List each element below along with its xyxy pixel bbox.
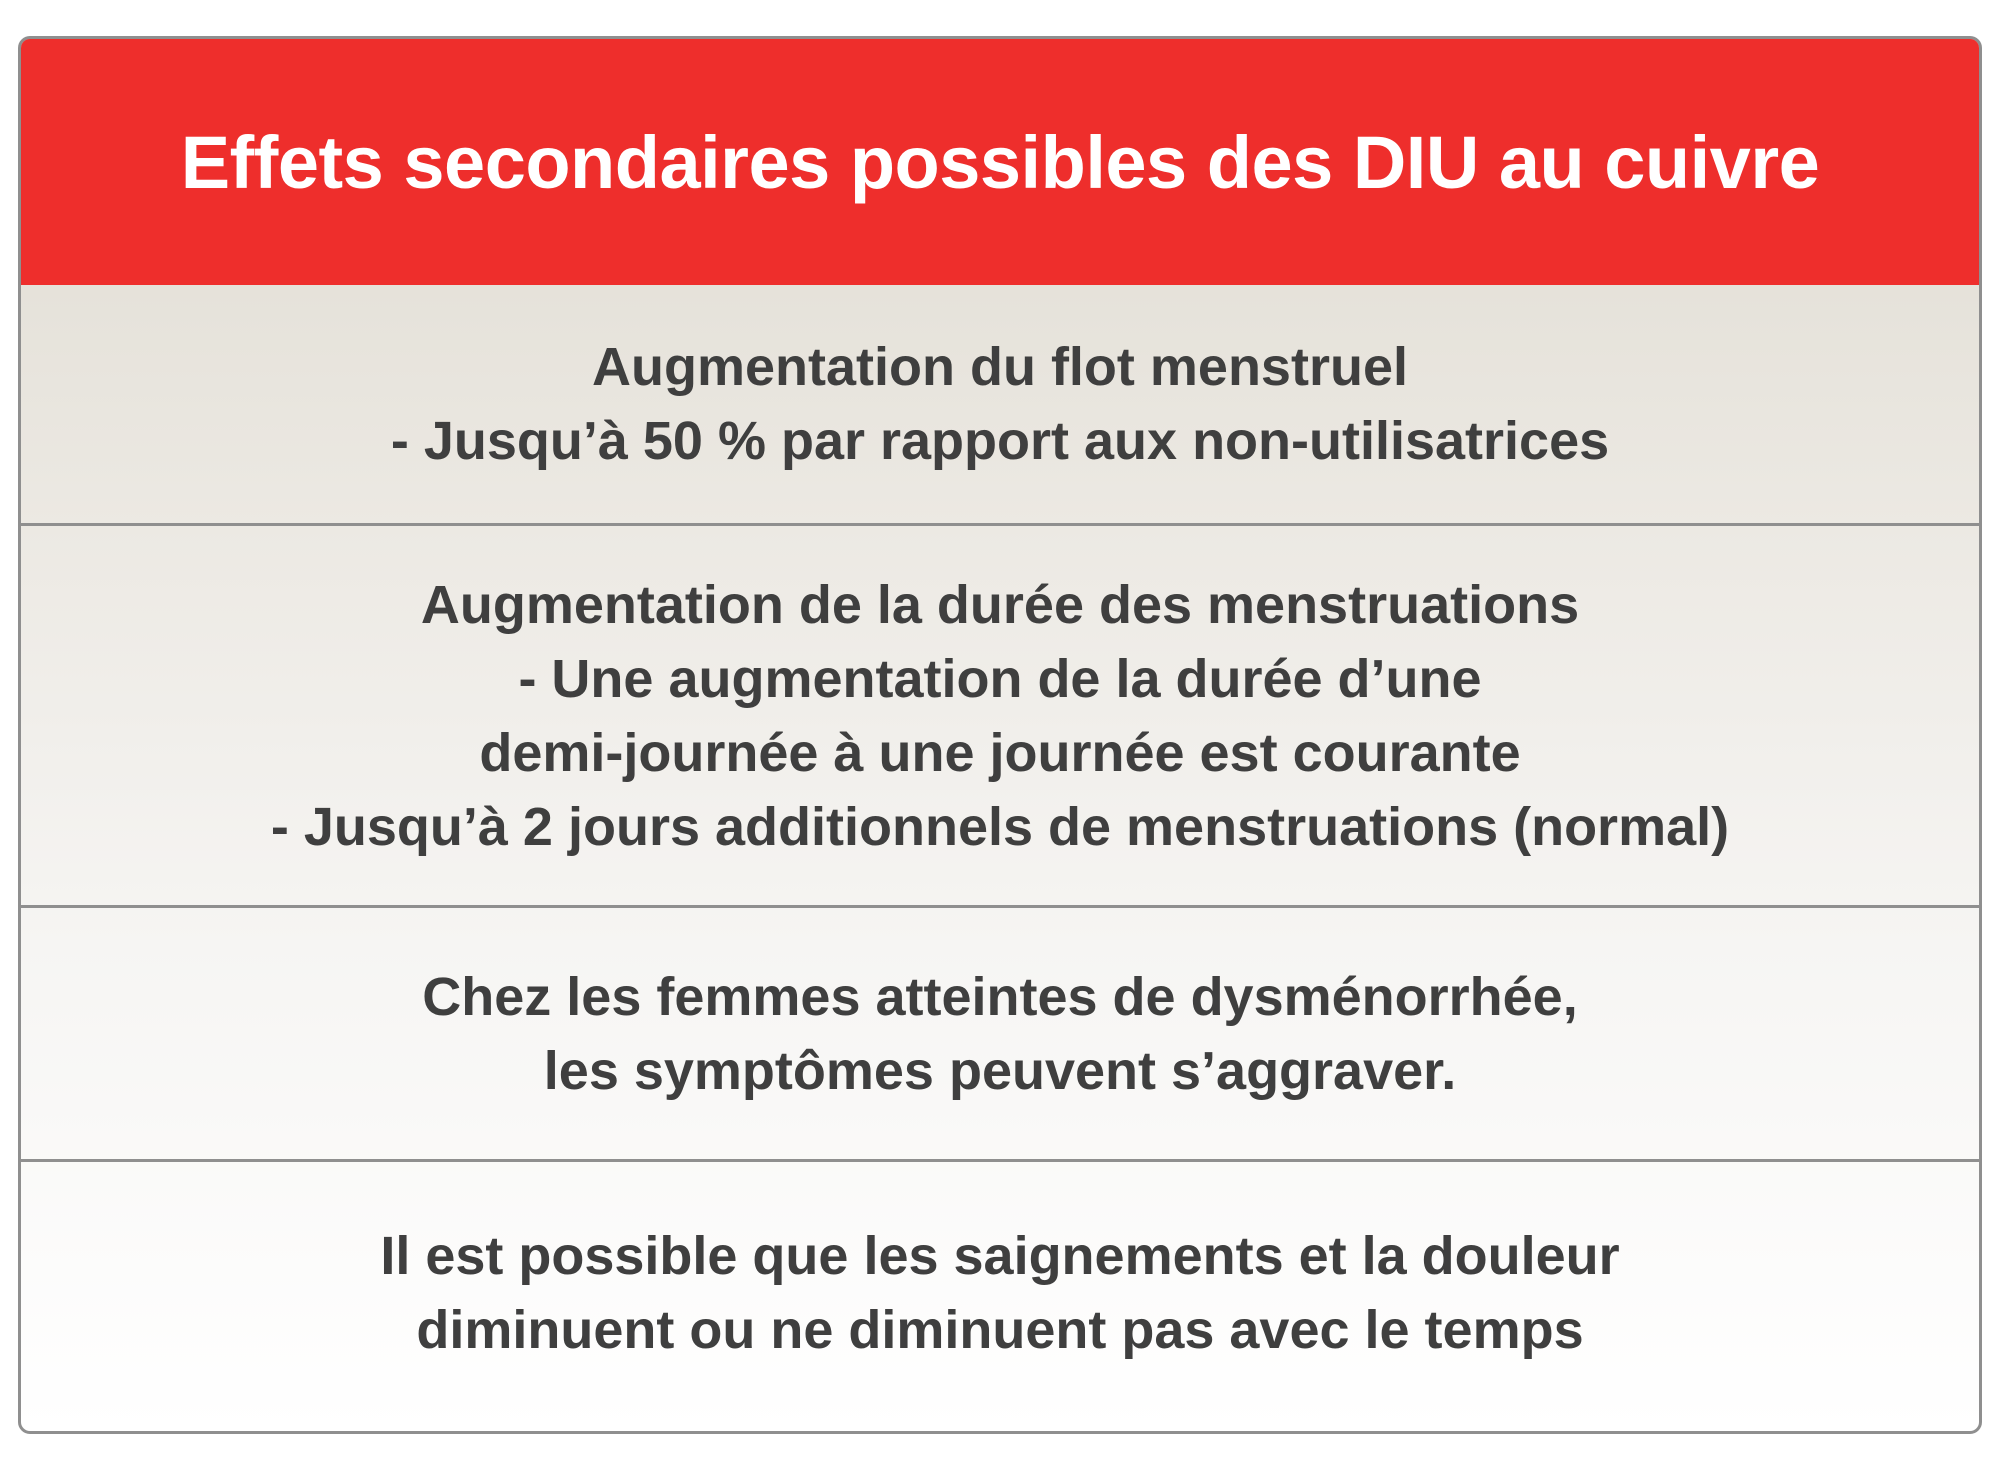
- table-row-heavier-flow: [21, 285, 1979, 523]
- row-detail: - Jusqu’à 50 % par rapport aux non-utilisatrices: [390, 411, 1610, 471]
- row-text: les symptômes peuvent s’aggraver.: [543, 1040, 1457, 1101]
- row-detail: - Une augmentation de la durée d’une: [518, 648, 1482, 709]
- row-heading: Augmentation de la durée des menstruations: [420, 574, 1580, 635]
- row-text-group: [380, 1219, 1619, 1367]
- table-header: [21, 39, 1979, 285]
- row-text: Il est possible que les saignements et la douleur: [380, 1225, 1620, 1286]
- row-text: Chez les femmes atteintes de dysménorrhée,: [422, 966, 1578, 1027]
- table-title: Effets secondaires possibles des DIU au cuivre: [180, 120, 1820, 204]
- row-heading: Augmentation du flot menstruel: [592, 337, 1408, 397]
- table-row-dysmenorrhea: [21, 905, 1979, 1159]
- row-detail: - Jusqu’à 2 jours additionnels de menstruations (normal): [270, 796, 1730, 857]
- table-row-over-time: [21, 1159, 1979, 1434]
- row-detail: demi-journée à une journée est courante: [479, 722, 1521, 783]
- row-text: diminuent ou ne diminuent pas avec le temps: [416, 1299, 1584, 1360]
- table-row-longer-periods: [21, 523, 1979, 905]
- side-effects-table: [18, 36, 1982, 1434]
